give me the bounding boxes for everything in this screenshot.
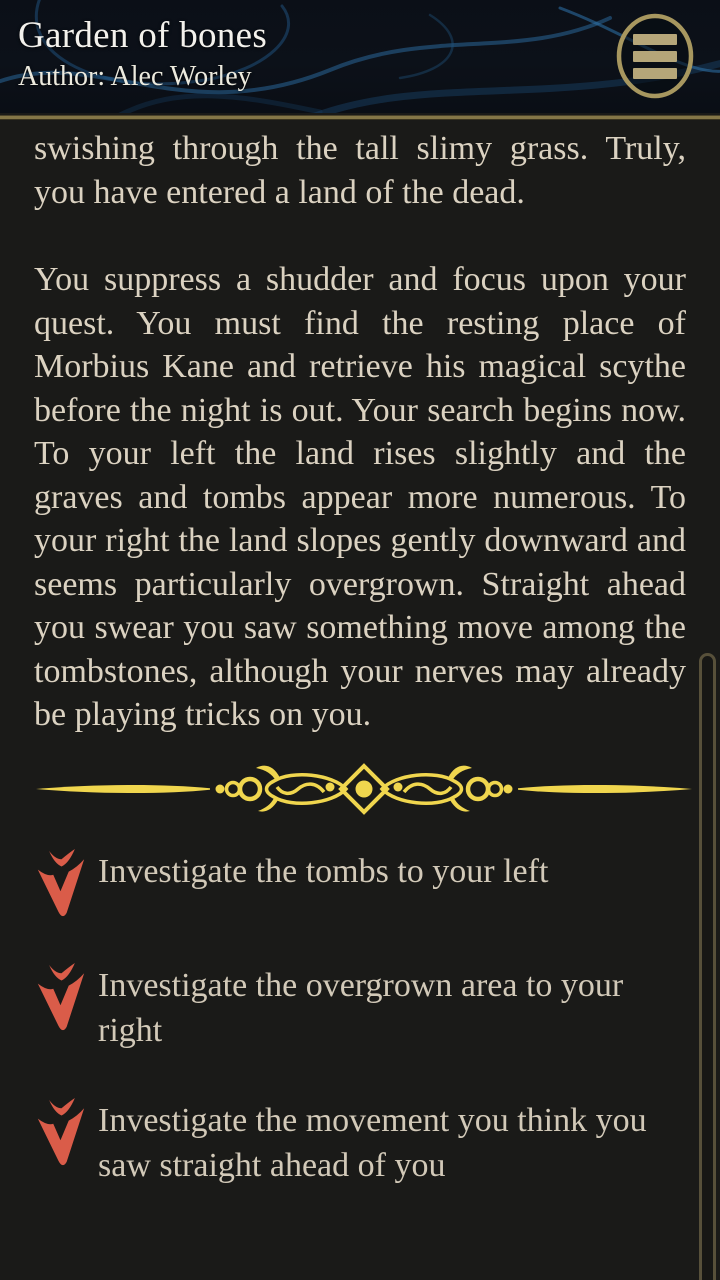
author-subtitle: Author: Alec Worley xyxy=(18,61,252,92)
choice-list xyxy=(34,849,686,1189)
choice-investigate-left[interactable] xyxy=(34,849,686,919)
choice-label: Investigate the movement you think you saw straight ahead of you xyxy=(98,1101,647,1184)
page-title: Garden of bones xyxy=(18,15,268,56)
gold-flourish-divider xyxy=(34,761,694,817)
header-gold-divider-line xyxy=(0,116,720,119)
choice-investigate-right[interactable] xyxy=(34,963,686,1054)
story-paragraph-partial: swishing through the tall slimy grass. Truly, you have entered a land of the dead. xyxy=(34,130,686,211)
header-background-art xyxy=(0,0,720,113)
choice-rune-icon xyxy=(34,1098,89,1168)
hamburger-menu-icon xyxy=(615,13,695,99)
story-paragraph-main: You suppress a shudder and focus upon your quest. You must find the resting place of Morbius Kane and retrieve his magical scythe before the night is out. Your search begins now. To your left the land rises slightly and the graves and tombs appear more numerous. To your right the land slopes gently downward and seems particularly overgrown. Straight ahead you swear you saw something move among the tombstones, although your nerves may already be playing tricks on you. xyxy=(34,261,686,733)
choice-rune-icon xyxy=(34,849,89,919)
choice-investigate-ahead[interactable] xyxy=(34,1098,686,1189)
choice-label: Investigate the overgrown area to your right xyxy=(98,966,624,1049)
scrollbar-thumb[interactable] xyxy=(699,653,716,1280)
choice-rune-icon xyxy=(34,963,89,1033)
story-content xyxy=(0,122,720,1233)
header-bar xyxy=(0,0,720,122)
hamburger-menu-button[interactable] xyxy=(615,13,695,99)
choice-label: Investigate the tombs to your left xyxy=(98,852,549,890)
